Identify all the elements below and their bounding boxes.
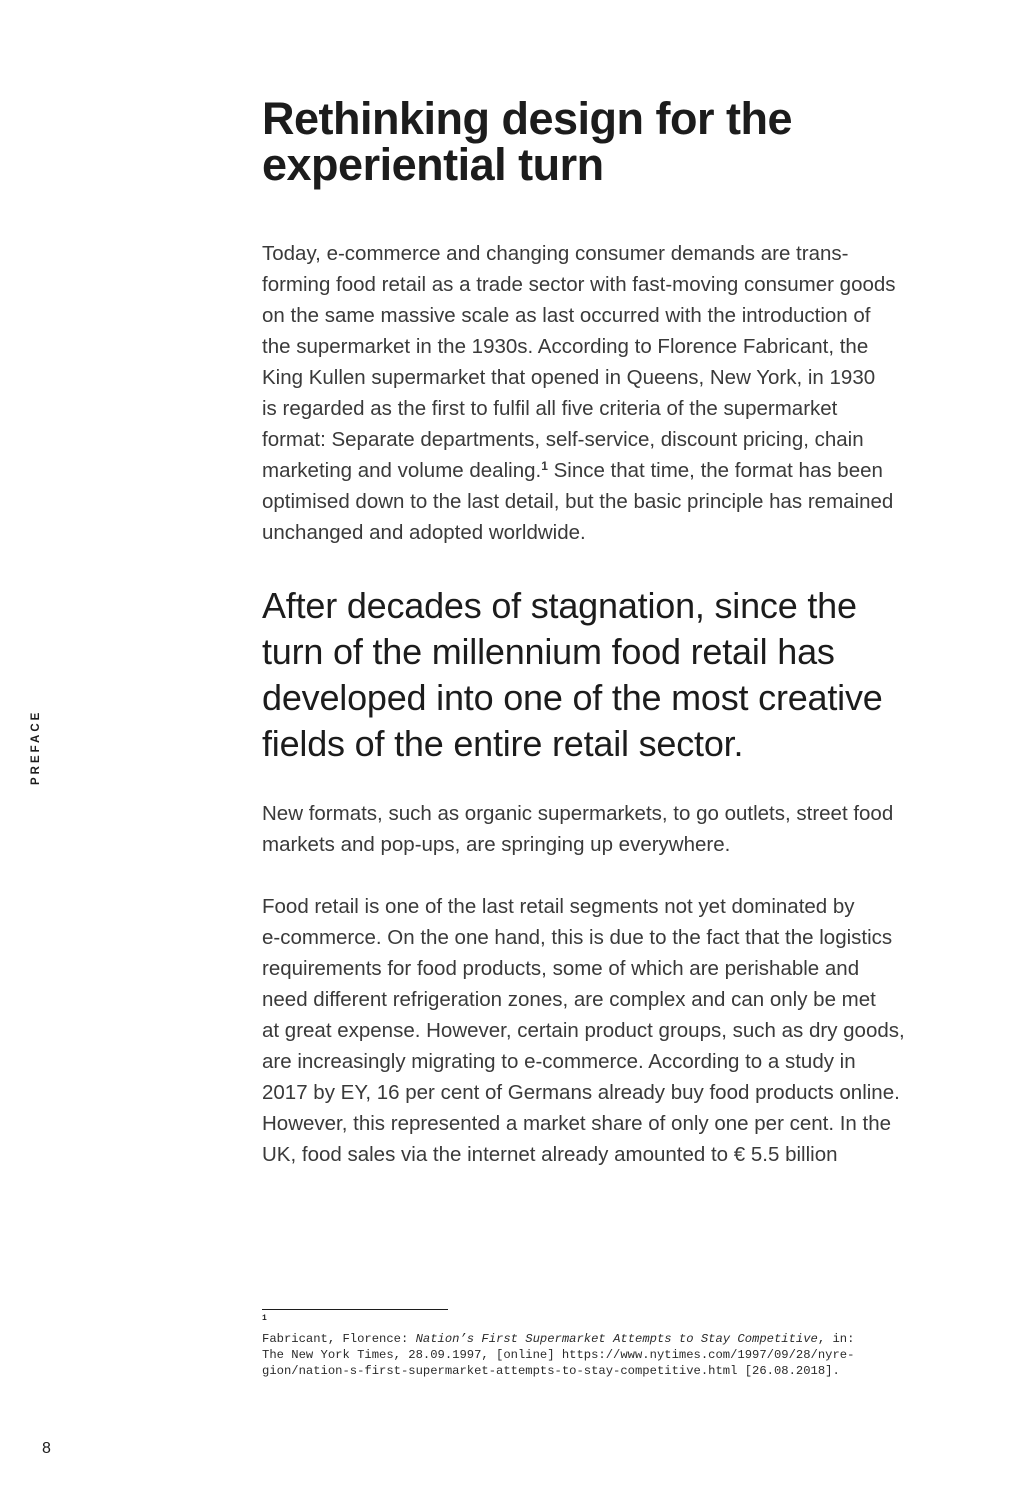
text-line: UK, food sales via the internet already amounted to € 5.5 billion [262, 1143, 838, 1166]
text-line [262, 455, 962, 486]
page-title [262, 93, 962, 190]
section-label: PREFACE [30, 709, 42, 785]
footnote-divider [262, 1309, 448, 1310]
quote-line: turn of the millennium food retail has [262, 631, 835, 672]
text-line: forming food retail as a trade sector with fast-moving consumer goods [262, 273, 896, 296]
footnote-work-title: Nation’s First Supermarket Attempts to Stay Competitive [415, 1332, 818, 1346]
title-line: experiential turn [262, 139, 604, 190]
page-number: 8 [42, 1440, 51, 1457]
text-line: King Kullen supermarket that opened in Queens, New York, in 1930 [262, 366, 876, 389]
intro-paragraph [262, 238, 962, 548]
text-line: markets and pop-ups, are springing up everywhere. [262, 833, 731, 856]
formats-paragraph [262, 798, 962, 860]
footnote-number: 1 [262, 1314, 267, 1323]
footnote-fragment: , in: [817, 1332, 855, 1346]
text-line: need different refrigeration zones, are complex and can only be met [262, 988, 876, 1011]
text-line: unchanged and adopted worldwide. [262, 521, 586, 544]
text-line: Today, e-commerce and changing consumer demands are trans- [262, 242, 849, 265]
text-line: 2017 by EY, 16 per cent of Germans already buy food products online. [262, 1081, 900, 1104]
quote-line: developed into one of the most creative [262, 677, 883, 718]
text-line: on the same massive scale as last occurred with the introduction of [262, 304, 871, 327]
footnote-line[interactable]: gion/nation-s-first-supermarket-attempts-to-stay-competitive.html [26.08.2018]. [262, 1364, 840, 1378]
footnote-text [262, 1331, 962, 1379]
footnote-line[interactable]: The New York Times, 28.09.1997, [online] https://www.nytimes.com/1997/09/28/nyre- [262, 1348, 855, 1362]
text-line: e-commerce. On the one hand, this is due to the fact that the logistics [262, 926, 893, 949]
footnote-author: Fabricant, Florence: [262, 1332, 416, 1346]
text-fragment: marketing and volume dealing. [262, 459, 542, 482]
quote-line: After decades of stagnation, since the [262, 585, 857, 626]
text-line: at great expense. However, certain product groups, such as dry goods, [262, 1019, 905, 1042]
text-line: are increasingly migrating to e-commerce. According to a study in [262, 1050, 856, 1073]
text-line: New formats, such as organic supermarkets, to go outlets, street food [262, 802, 894, 825]
quote-line: fields of the entire retail sector. [262, 723, 744, 764]
food-retail-paragraph [262, 891, 962, 1170]
text-line: the supermarket in the 1930s. According to Florence Fabricant, the [262, 335, 869, 358]
text-fragment: Since that time, the format has been [547, 459, 883, 482]
title-line: Rethinking design for the [262, 93, 793, 144]
footnote-line [262, 1331, 962, 1347]
text-line: is regarded as the first to fulfil all five criteria of the supermarket [262, 397, 838, 420]
text-line: format: Separate departments, self-service, discount pricing, chain [262, 428, 864, 451]
pull-quote [262, 583, 982, 767]
text-line: However, this represented a market share of only one per cent. In the [262, 1112, 892, 1135]
text-line: optimised down to the last detail, but the basic principle has remained [262, 490, 894, 513]
footnote-reference[interactable]: 1 [541, 459, 548, 473]
text-line: Food retail is one of the last retail segments not yet dominated by [262, 895, 855, 918]
text-line: requirements for food products, some of which are perishable and [262, 957, 860, 980]
